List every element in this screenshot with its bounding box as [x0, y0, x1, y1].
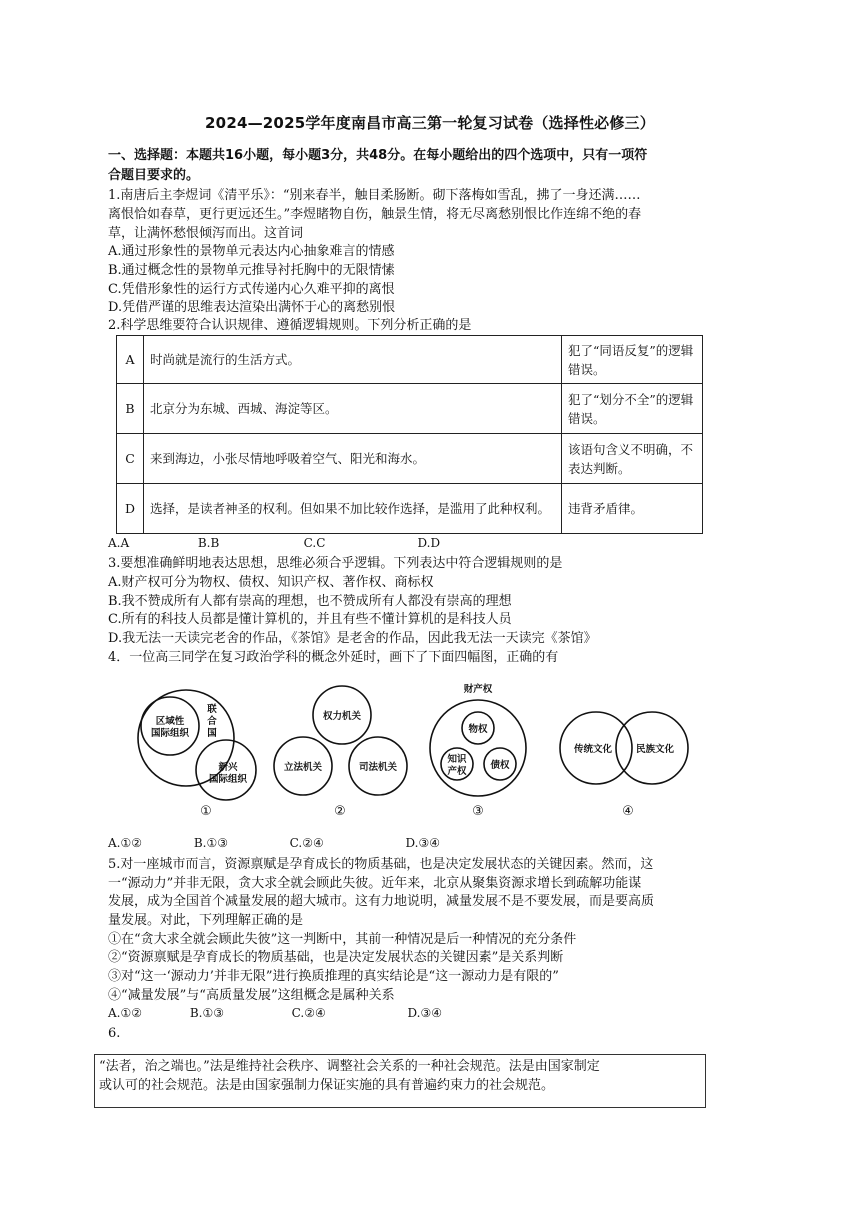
label-regional: 区域性 [155, 716, 185, 727]
q1-stem-line3: 草，让满怀愁恨倾泻而出。这首词 [108, 226, 304, 241]
label-num1: ① [200, 804, 212, 819]
section-heading-line1: 一、选择题：本题共16小题，每小题3分，共48分。在每小题给出的四个选项中，只有一项符 [108, 148, 648, 163]
row-analysis: 犯了“划分不全”的逻辑错误。 [562, 384, 703, 434]
label-regional2: 国际组织 [150, 728, 190, 739]
q5-stem-line3: 发展，成为全国首个减量发展的超大城市。这有力地说明，减量发展不是不要发展，而是要高质 [108, 894, 655, 909]
label-property-right: 财产权 [463, 684, 493, 695]
row-statement: 来到海边，小张尽情地呼吸着空气、阳光和海水。 [144, 434, 562, 484]
label-num3: ③ [472, 804, 484, 819]
label-un3: 国 [207, 728, 217, 739]
q3-stem: 3.要想准确鲜明地表达思想，思维必须合乎逻辑。下列表达中符合逻辑规则的是 [108, 556, 563, 571]
q5-option-b: B.①③ [189, 1006, 224, 1020]
label-emerging: 新兴 [218, 762, 238, 773]
table-row [117, 484, 703, 534]
q2-option-a: A.A [108, 536, 130, 550]
label-power-organ: 权力机关 [322, 711, 362, 722]
q1-option-d: D.凭借严谨的思维表达渲染出满怀于心的离愁别恨 [108, 300, 396, 315]
label-un2: 合 [207, 716, 217, 727]
q1-stem-line1: 1.南唐后主李煜词《清平乐》：“别来春半，触目柔肠断。砌下落梅如雪乱，拂了一身还满…… [108, 188, 641, 203]
q5-item-1: ①在“贪大求全就会顾此失彼”这一判断中，其前一种情况是后一种情况的充分条件 [108, 932, 577, 947]
q2-option-b: B.B [197, 536, 220, 550]
q4-option-a: A.①② [108, 836, 142, 850]
label-ip1: 知识 [447, 754, 467, 765]
label-judiciary: 司法机关 [358, 762, 398, 773]
row-letter: A [117, 336, 144, 384]
row-statement: 选择，是读者神圣的权利。但如果不加比较作选择，是滥用了此种权利。 [144, 484, 562, 534]
q1-option-a: A.通过形象性的景物单元表达内心抽象难言的情感 [108, 244, 395, 259]
row-letter: B [117, 384, 144, 434]
label-un1: 联 [207, 704, 217, 715]
label-real-right: 物权 [468, 724, 488, 735]
q3-option-d: D.我无法一天读完老舍的作品，《茶馆》是老舍的作品，因此我无法一天读完《茶馆》 [108, 631, 597, 646]
section-heading-line2: 合题目要求的。 [108, 168, 200, 183]
q1-option-c: C.凭借形象性的运行方式传递内心久难平抑的离恨 [108, 282, 395, 297]
q2-option-d: D.D [417, 536, 441, 550]
q6-quote-line2: 或认可的社会规范。法是由国家强制力保证实施的具有普遍约束力的社会规范。 [99, 1078, 555, 1093]
q3-option-a: A.财产权可分为物权、债权、知识产权、著作权、商标权 [108, 575, 434, 590]
label-national: 民族文化 [635, 744, 675, 755]
q2-options [108, 536, 440, 550]
q5-options [108, 1006, 442, 1020]
q4-option-d: D.③④ [405, 836, 441, 850]
label-creditor: 债权 [490, 760, 510, 771]
q2-option-c: C.C [303, 536, 326, 550]
label-ip2: 产权 [447, 766, 467, 777]
table-row [117, 384, 703, 434]
circle-property-right [430, 700, 526, 796]
q1-stem-line2: 离恨恰如春草，更行更远还生。”李煜睹物自伤，触景生情，将无尽离愁别恨比作连绵不绝的春 [108, 207, 642, 222]
label-emerging2: 国际组织 [208, 774, 248, 785]
q5-stem-line2: 一“源动力”并非无限，贪大求全就会顾此失彼。近年来，北京从聚集资源求增长到疏解功能谋 [108, 876, 642, 891]
q5-option-d: D.③④ [407, 1006, 443, 1020]
row-statement: 时尚就是流行的生活方式。 [144, 336, 562, 384]
q5-stem-line4: 量发展。对此，下列理解正确的是 [108, 913, 304, 928]
q5-option-a: A.①② [108, 1006, 142, 1020]
q5-item-4: ④“减量发展”与“高质量发展”这组概念是属种关系 [108, 988, 395, 1003]
table-row [117, 434, 703, 484]
q5-item-2: ②“资源禀赋是孕育成长的物质基础，也是决定发展状态的关键因素”是关系判断 [108, 950, 564, 965]
q2-stem: 2.科学思维要符合认识规律、遵循逻辑规则。下列分析正确的是 [108, 318, 472, 333]
row-letter: D [117, 484, 144, 534]
q5-item-3: ③对“这一‘源动力’并非无限”进行换质推理的真实结论是“这一源动力是有限的” [108, 969, 559, 984]
q3-option-b: B.我不赞成所有人都有崇高的理想，也不赞成所有人都没有崇高的理想 [108, 594, 512, 609]
label-legislature: 立法机关 [283, 762, 323, 773]
q4-option-b: B.①③ [193, 836, 228, 850]
row-analysis: 犯了“同语反复”的逻辑错误。 [562, 336, 703, 384]
q4-stem: 4．一位高三同学在复习政治学科的概念外延时，画下了下面四幅图，正确的有 [108, 650, 559, 665]
q5-stem-line1: 5.对一座城市而言，资源禀赋是孕育成长的物质基础，也是决定发展状态的关键因素。然而，这 [108, 857, 654, 872]
q1-option-b: B.通过概念性的景物单元推导衬托胸中的无限情愫 [108, 263, 395, 278]
label-num2: ② [334, 804, 346, 819]
q4-options [108, 836, 440, 850]
q4-venn-diagrams [130, 682, 700, 824]
q4-option-c: C.②④ [289, 836, 324, 850]
label-traditional: 传统文化 [573, 744, 613, 755]
label-num4: ④ [622, 804, 634, 819]
table-row [117, 336, 703, 384]
row-analysis: 该语句含义不明确，不表达判断。 [562, 434, 703, 484]
row-statement: 北京分为东城、西城、海淀等区。 [144, 384, 562, 434]
q3-option-c: C.所有的科技人员都是懂计算机的，并且有些不懂计算机的是科技人员 [108, 612, 512, 627]
q5-option-c: C.②④ [291, 1006, 326, 1020]
q2-table [116, 335, 703, 534]
row-analysis: 违背矛盾律。 [562, 484, 703, 534]
exam-title: 2024—2025学年度南昌市高三第一轮复习试卷（选择性必修三） [205, 114, 655, 132]
row-letter: C [117, 434, 144, 484]
q6-quote-box [94, 1054, 706, 1108]
q6-quote-line1: “法者，治之端也。”法是维持社会秩序、调整社会关系的一种社会规范。法是由国家制定 [99, 1059, 600, 1074]
q6-number: 6. [108, 1026, 121, 1041]
